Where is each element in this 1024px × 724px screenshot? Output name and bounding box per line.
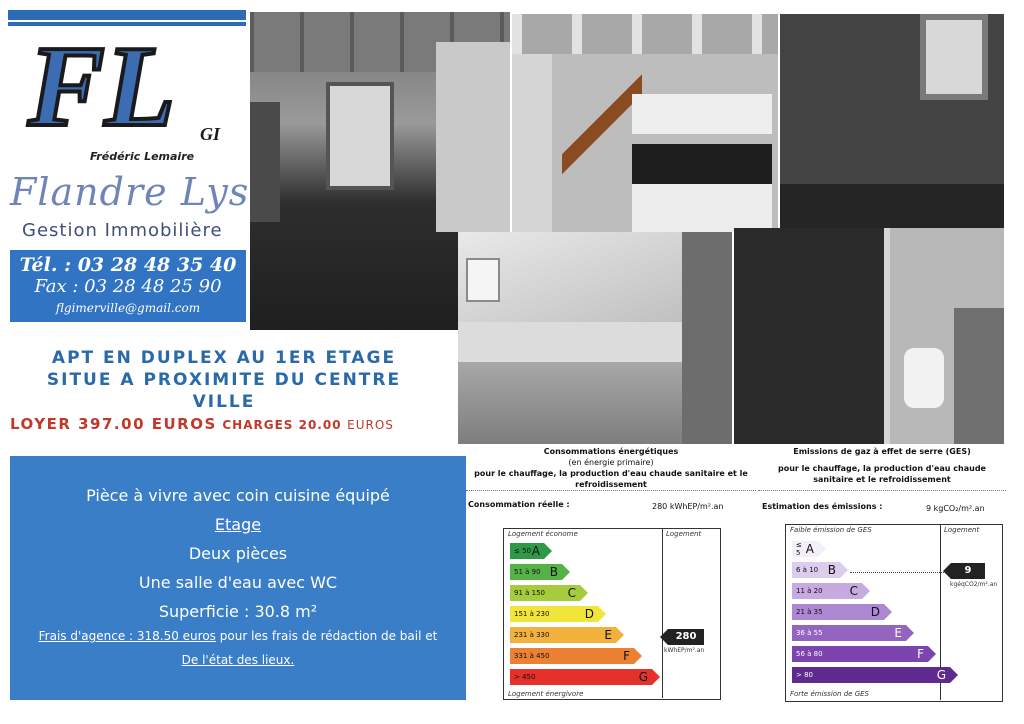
ges-divider [758, 490, 1006, 491]
ges-class-range: 6 à 10 [796, 566, 819, 574]
energy-class-range: 231 à 330 [514, 631, 550, 639]
energy-class-d [510, 606, 598, 622]
ges-class-f [792, 646, 928, 662]
ges-class-arrow [928, 646, 936, 662]
ges-class-range: 36 à 55 [796, 629, 823, 637]
brand-name: Flandre Lys [10, 170, 250, 214]
energy-header [466, 446, 756, 490]
ges-marker-tip [943, 563, 951, 579]
logo-person-name: Frédéric Lemaire [90, 150, 195, 163]
ges-top-label: Faible émission de GES [790, 526, 872, 534]
energy-marker-unit: kWhEP/m².an [664, 647, 705, 654]
energy-class-e [510, 627, 616, 643]
energy-class-g [510, 669, 652, 685]
energy-class-range: 151 à 230 [514, 610, 550, 618]
listing-title [4, 347, 444, 413]
energy-class-arrow [616, 627, 624, 643]
desc-item-area: Superficie : 30.8 m² [158, 602, 318, 621]
photo-kitchen [512, 14, 778, 232]
energy-column-label: Logement [666, 530, 702, 538]
rent-amount: LOYER 397.00 EUROS [10, 415, 217, 433]
ges-title: Emissions de gaz à effet de serre (GES) [793, 447, 971, 456]
logo-letters: FL [28, 30, 175, 150]
desc-item-rooms: Deux pièces [188, 544, 288, 563]
energy-class-arrow [598, 606, 606, 622]
energy-bottom-label: Logement énergivore [508, 690, 584, 698]
ges-class-range: 56 à 80 [796, 650, 823, 658]
ges-class-b [792, 562, 840, 578]
ges-class-letter: A [805, 542, 814, 556]
logo-suffix: GI [200, 124, 221, 144]
ges-measure-value: 9 kgCO₂/m².an [926, 504, 985, 513]
energy-class-arrow [544, 543, 552, 559]
photo-bathroom [734, 228, 1004, 444]
energy-class-letter: E [604, 628, 612, 642]
rent-line [10, 414, 394, 433]
energy-class-c [510, 585, 580, 601]
desc-fees-rest: pour les frais de rédaction de bail et [215, 629, 438, 643]
ges-class-range: ≤ 5 [796, 541, 802, 557]
contact-phone: Tél. : 03 28 48 35 40 [19, 254, 237, 276]
energy-marker: 280 [668, 629, 704, 645]
energy-class-letter: G [638, 670, 648, 684]
energy-subtitle: (en énergie primaire) [568, 458, 654, 467]
ges-marker-unit: kgéqCO2/m².an [950, 581, 998, 588]
ges-class-letter: C [849, 584, 858, 598]
company-logo [20, 30, 235, 150]
energy-class-arrow [634, 648, 642, 664]
energy-class-letter: B [549, 565, 558, 579]
ges-class-arrow [862, 583, 870, 599]
desc-item-living: Pièce à vivre avec coin cuisine équipé [86, 486, 390, 505]
ges-marker: 9 [951, 563, 985, 579]
energy-class-letter: D [584, 607, 594, 621]
energy-class-letter: F [623, 649, 630, 663]
energy-column-divider [662, 528, 663, 698]
energy-usage: pour le chauffage, la production d'eau chaude sanitaire et le refroidissement [474, 469, 748, 489]
logo-top-bar-thin [8, 22, 246, 26]
brand-subtitle: Gestion Immobilière [22, 220, 223, 241]
energy-divider [466, 490, 756, 491]
ges-class-range: 11 à 20 [796, 587, 823, 595]
ges-class-letter: F [917, 647, 924, 661]
energy-measure-value: 280 kWhEP/m².an [652, 502, 724, 511]
ges-class-d [792, 604, 884, 620]
ges-class-arrow [950, 667, 958, 683]
ges-header [758, 446, 1006, 485]
ges-class-arrow [818, 541, 826, 557]
energy-class-b [510, 564, 562, 580]
energy-class-range: > 450 [514, 673, 536, 681]
energy-class-a [510, 543, 544, 559]
listing-title-line-1: APT EN DUPLEX AU 1ER ETAGE [51, 348, 397, 368]
charges-unit: EUROS [347, 418, 394, 432]
photo-room-skylight [780, 14, 1004, 232]
contact-fax: Fax : 03 28 48 25 90 [34, 276, 222, 297]
ges-class-letter: D [870, 605, 880, 619]
energy-class-range: 51 à 90 [514, 568, 541, 576]
ges-column-label: Logement [944, 526, 980, 534]
ges-usage: pour le chauffage, la production d'eau chaude sanitaire et le refroidissement [778, 464, 986, 484]
energy-class-letter: A [531, 544, 540, 558]
energy-class-arrow [580, 585, 588, 601]
energy-class-range: 91 à 150 [514, 589, 546, 597]
listing-title-line-2: SITUE A PROXIMITE DU CENTRE [46, 370, 402, 390]
ges-measure-label: Estimation des émissions : [762, 502, 883, 511]
ges-class-arrow [840, 562, 848, 578]
desc-fees [10, 629, 466, 643]
ges-class-a [792, 541, 818, 557]
energy-measure-label: Consommation réelle : [468, 500, 570, 509]
ges-class-range: 21 à 35 [796, 608, 823, 616]
energy-marker-tip [660, 629, 668, 645]
desc-fees-amount: Frais d'agence : 318.50 euros [38, 629, 216, 643]
ges-class-letter: E [894, 626, 902, 640]
description-box [10, 456, 466, 700]
ges-class-arrow [906, 625, 914, 641]
energy-class-letter: C [567, 586, 576, 600]
photo-bedroom [458, 232, 732, 444]
ges-bottom-label: Forte émission de GES [790, 690, 869, 698]
ges-class-g [792, 667, 950, 683]
ges-class-letter: B [827, 563, 836, 577]
ges-class-range: > 80 [796, 671, 813, 679]
listing-title-line-3: VILLE [192, 392, 256, 412]
energy-class-range: ≤ 50 [514, 547, 531, 555]
energy-class-f [510, 648, 634, 664]
charges-amount: CHARGES 20.00 [222, 418, 342, 432]
contact-email: flgimerville@gmail.com [55, 301, 201, 315]
desc-fees-line2: De l'état des lieux. [181, 653, 295, 667]
energy-class-arrow [562, 564, 570, 580]
logo-top-bar [8, 10, 246, 20]
energy-title: Consommations énergétiques [543, 447, 679, 456]
ges-class-c [792, 583, 862, 599]
desc-item-bathroom: Une salle d'eau avec WC [138, 573, 338, 592]
ges-pointer-line [850, 572, 946, 573]
desc-item-floor: Etage [214, 515, 262, 534]
energy-class-arrow [652, 669, 660, 685]
energy-top-label: Logement économe [508, 530, 578, 538]
ges-class-e [792, 625, 906, 641]
energy-class-range: 331 à 450 [514, 652, 550, 660]
contact-box [10, 250, 246, 322]
ges-class-arrow [884, 604, 892, 620]
ges-class-letter: G [936, 668, 946, 682]
